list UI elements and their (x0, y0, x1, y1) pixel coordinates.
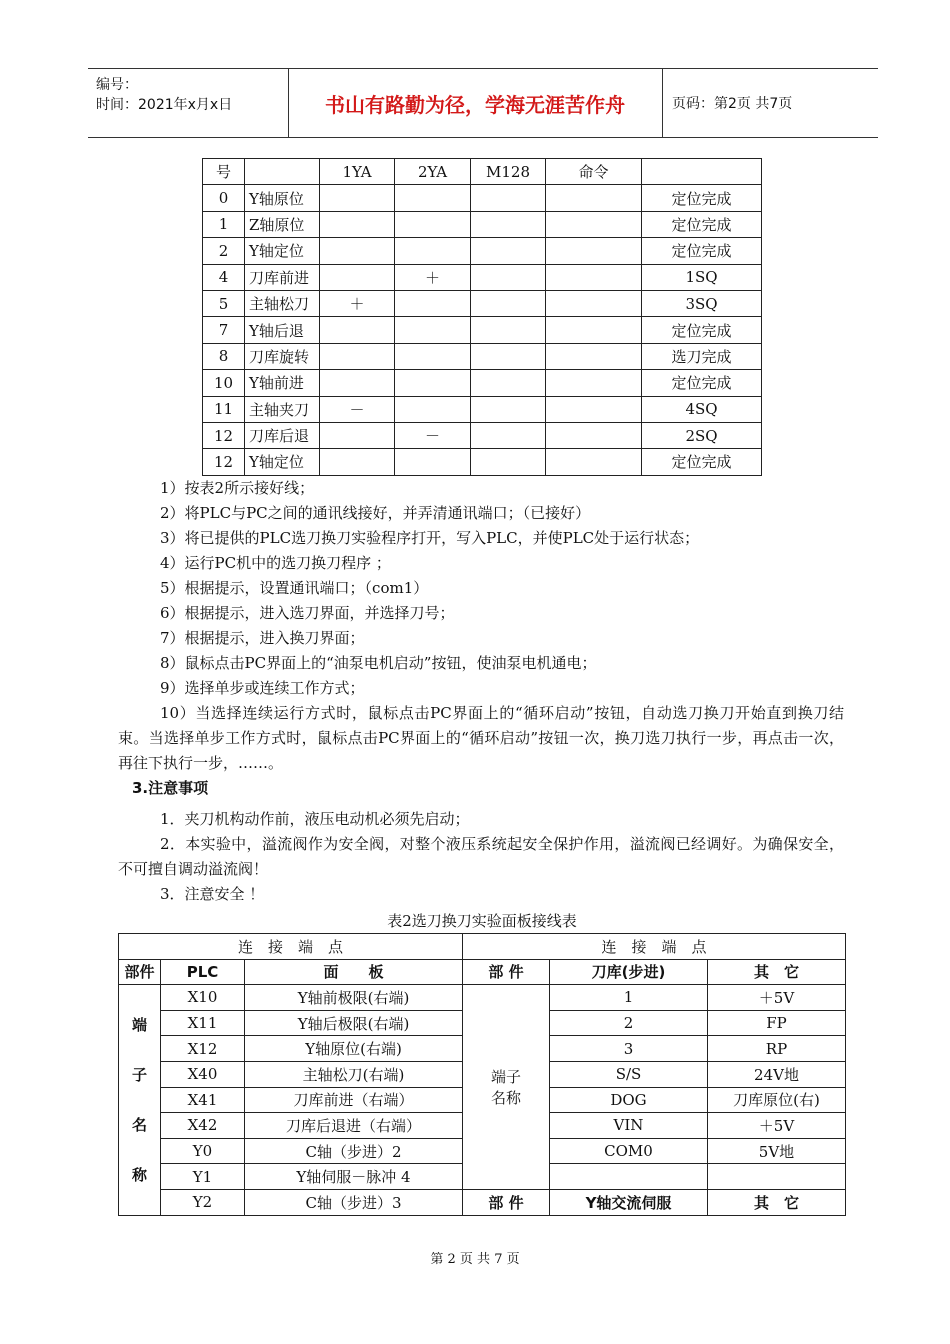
side-label-char: 名 (131, 1115, 147, 1134)
table-cell: Z轴原位 (245, 211, 320, 237)
other-cell: ＋5V (708, 985, 846, 1011)
table-row (203, 317, 762, 343)
table-row (119, 985, 846, 1011)
notes-title: 3.注意事项 (132, 779, 209, 797)
table-cell: 刀库后退 (245, 422, 320, 448)
terminal-name-line: 名称 (490, 1089, 521, 1108)
plc-cell: Y0 (161, 1138, 245, 1164)
table-cell (546, 449, 642, 475)
table-header-cell: 命令 (546, 159, 642, 185)
panel-cell: C轴（步进）2 (245, 1138, 463, 1164)
header-divider (662, 69, 663, 137)
table-cell (395, 211, 471, 237)
table-header-row (203, 159, 762, 185)
table-cell (546, 238, 642, 264)
table-cell (471, 290, 546, 316)
table-cell (395, 317, 471, 343)
table-row (203, 290, 762, 316)
plc-cell: Y1 (161, 1164, 245, 1190)
table-cell: Y轴定位 (245, 238, 320, 264)
table-cell (471, 238, 546, 264)
step-item: 8）鼠标点击PC界面上的“油泵电机启动”按钮，使油泵电机通电； (160, 654, 597, 672)
table-cell: 4 (203, 264, 245, 290)
table-cell (471, 449, 546, 475)
time-label: 时间：2021年x月x日 (96, 97, 233, 113)
table-cell (320, 422, 395, 448)
table-cell: Y轴定位 (245, 449, 320, 475)
table-cell: 4SQ (642, 396, 762, 422)
table-cell: － (320, 396, 395, 422)
table-header-cell: M128 (471, 159, 546, 185)
table-cell: 定位完成 (642, 185, 762, 211)
table-cell: 7 (203, 317, 245, 343)
sub-header-cell: Y轴交流伺服 (550, 1189, 708, 1215)
step-item: 9）选择单步或连续工作方式； (160, 679, 365, 697)
side-label-char: 子 (131, 1065, 147, 1084)
column-header-cell: 部 件 (463, 959, 550, 985)
other-cell: 刀库原位(右) (708, 1087, 846, 1113)
table-cell: 3SQ (642, 290, 762, 316)
table-cell: 11 (203, 396, 245, 422)
plc-cell: X41 (161, 1087, 245, 1113)
table-cell (546, 317, 642, 343)
table-cell: 8 (203, 343, 245, 369)
magazine-cell: COM0 (550, 1138, 708, 1164)
table-cell (471, 264, 546, 290)
table-cell: 0 (203, 185, 245, 211)
table-cell: 刀库前进 (245, 264, 320, 290)
panel-cell: 主轴松刀(右端) (245, 1061, 463, 1087)
table-cell (546, 422, 642, 448)
plc-cell: Y2 (161, 1189, 245, 1215)
table-cell: 定位完成 (642, 317, 762, 343)
group-header-row (119, 934, 846, 960)
steps-list (118, 476, 844, 701)
table-cell: 定位完成 (642, 238, 762, 264)
terminal-name-line: 端子 (490, 1068, 521, 1087)
table-cell: 2SQ (642, 422, 762, 448)
column-header-cell: 面 板 (245, 959, 463, 985)
table-row (203, 396, 762, 422)
other-cell: ＋5V (708, 1113, 846, 1139)
table-header-cell: 号 (203, 159, 245, 185)
table-cell (471, 317, 546, 343)
note-item: 1．夹刀机构动作前，液压电动机必须先启动； (160, 810, 470, 828)
terminal-name-label (463, 985, 550, 1190)
table-cell: 1SQ (642, 264, 762, 290)
table-cell: 5 (203, 290, 245, 316)
panel-cell: Y轴原位(右端) (245, 1036, 463, 1062)
table-cell: － (395, 422, 471, 448)
panel-cell: 刀库后退进（右端） (245, 1113, 463, 1139)
table-header-cell (642, 159, 762, 185)
table-header-cell: 2YA (395, 159, 471, 185)
table-cell: 1 (203, 211, 245, 237)
group-header-left: 连 接 端 点 (119, 934, 463, 960)
table-row (203, 343, 762, 369)
table-header-cell: 1YA (320, 159, 395, 185)
header-page-label: 页码：第2页 共7页 (672, 96, 793, 112)
table-cell (395, 185, 471, 211)
table-cell (395, 343, 471, 369)
table-cell (471, 422, 546, 448)
table-cell: Y轴后退 (245, 317, 320, 343)
table-row (203, 449, 762, 475)
table-cell (320, 343, 395, 369)
panel-cell: Y轴伺服－脉冲 4 (245, 1164, 463, 1190)
table-cell (471, 396, 546, 422)
table-cell (320, 370, 395, 396)
panel-cell: C轴（步进）3 (245, 1189, 463, 1215)
other-cell (708, 1164, 846, 1190)
page-footer: 第 2 页 共 7 页 (430, 1252, 520, 1267)
other-cell: RP (708, 1036, 846, 1062)
page-header (88, 68, 878, 138)
magazine-cell (550, 1164, 708, 1190)
plc-cell: X40 (161, 1061, 245, 1087)
table-cell: 2 (203, 238, 245, 264)
note-item: 3．注意安全 ！ (160, 885, 265, 903)
table-cell: 定位完成 (642, 211, 762, 237)
group-header-right: 连 接 端 点 (463, 934, 846, 960)
table-cell: 12 (203, 422, 245, 448)
header-meta (96, 75, 232, 115)
step-item: 1）按表2所示接好线； (160, 479, 315, 497)
table-cell: 12 (203, 449, 245, 475)
other-cell: 5V地 (708, 1138, 846, 1164)
panel-cell: Y轴后极限(右端) (245, 1010, 463, 1036)
sub-header-cell: 其 它 (708, 1189, 846, 1215)
table-row (203, 264, 762, 290)
code-label: 编号： (96, 77, 138, 93)
column-header-cell: 部件 (119, 959, 161, 985)
side-label-char: 称 (131, 1165, 147, 1184)
table-cell (320, 449, 395, 475)
table-cell (546, 396, 642, 422)
column-header-cell: 其 它 (708, 959, 846, 985)
table-cell (546, 343, 642, 369)
step-item: 6）根据提示，进入选刀界面，并选择刀号； (160, 604, 455, 622)
table-cell: 主轴夹刀 (245, 396, 320, 422)
table-cell: 定位完成 (642, 449, 762, 475)
other-cell: FP (708, 1010, 846, 1036)
table-cell (546, 211, 642, 237)
table-cell: 定位完成 (642, 370, 762, 396)
table-cell: Y轴原位 (245, 185, 320, 211)
table-cell (546, 264, 642, 290)
magazine-cell: 1 (550, 985, 708, 1011)
plc-cell: X12 (161, 1036, 245, 1062)
table-cell (320, 317, 395, 343)
table-row (203, 238, 762, 264)
note-item: 2．本实验中，溢流阀作为安全阀，对整个液压系统起安全保护作用，溢流阀已经调好。为确保安全，不可擅自调动溢流阀！ (118, 835, 844, 878)
column-header-cell: 刀库(步进) (550, 959, 708, 985)
table-cell: ＋ (395, 264, 471, 290)
plc-cell: X42 (161, 1113, 245, 1139)
table-cell (320, 211, 395, 237)
table-cell (320, 238, 395, 264)
table-cell (546, 290, 642, 316)
table-cell (471, 211, 546, 237)
table-cell (320, 185, 395, 211)
step-item: 7）根据提示，进入换刀界面； (160, 629, 365, 647)
column-header-cell: PLC (161, 959, 245, 985)
table-cell: 刀库旋转 (245, 343, 320, 369)
column-header-row (119, 959, 846, 985)
table2-caption: 表2选刀换刀实验面板接线表 (387, 912, 577, 930)
table-cell: Y轴前进 (245, 370, 320, 396)
header-motto: 书山有路勤为径，学海无涯苦作舟 (325, 93, 625, 117)
table-cell (320, 264, 395, 290)
table-cell (471, 185, 546, 211)
magazine-cell: S/S (550, 1061, 708, 1087)
sub-header-cell: 部 件 (463, 1189, 550, 1215)
table-cell: 主轴松刀 (245, 290, 320, 316)
step-item: 3）将已提供的PLC选刀换刀实验程序打开，写入PLC，并使PLC处于运行状态； (160, 529, 700, 547)
panel-cell: Y轴前极限(右端) (245, 985, 463, 1011)
panel-cell: 刀库前进（右端） (245, 1087, 463, 1113)
table-cell (395, 290, 471, 316)
table-row (203, 370, 762, 396)
step-item: 5）根据提示，设置通讯端口；（com1） (160, 579, 429, 597)
table-cell (395, 449, 471, 475)
plc-cell: X11 (161, 1010, 245, 1036)
step-item: 2）将PLC与PC之间的通讯线接好，并弄清通讯端口；（已接好） (160, 504, 591, 522)
table-row (119, 1189, 846, 1215)
sequence-table (202, 158, 762, 476)
table-cell (395, 238, 471, 264)
table-cell (471, 343, 546, 369)
magazine-cell: VIN (550, 1113, 708, 1139)
step-item: 4）运行PC机中的选刀换刀程序 ； (160, 554, 391, 572)
magazine-cell: DOG (550, 1087, 708, 1113)
table-cell (546, 370, 642, 396)
table-cell (395, 370, 471, 396)
step-10: 10）当选择连续运行方式时，鼠标点击PC界面上的“循环启动”按钮，自动选刀换刀开始直到换刀结束。当选择单步工作方式时，鼠标点击PC界面上的“循环启动”按钮一次，换刀选刀执行一步，再点击一次，再往下执行一步，……。 (118, 704, 844, 772)
side-label-char: 端 (131, 1015, 147, 1034)
side-label (119, 985, 161, 1215)
table-cell: 10 (203, 370, 245, 396)
table-cell: 选刀完成 (642, 343, 762, 369)
table-cell (395, 396, 471, 422)
table-row (203, 211, 762, 237)
magazine-cell: 3 (550, 1036, 708, 1062)
wiring-table (118, 933, 846, 1216)
table-row (203, 422, 762, 448)
table-cell: ＋ (320, 290, 395, 316)
table-header-cell (245, 159, 320, 185)
table-cell (471, 370, 546, 396)
other-cell: 24V地 (708, 1061, 846, 1087)
plc-cell: X10 (161, 985, 245, 1011)
table-cell (546, 185, 642, 211)
table-row (203, 185, 762, 211)
magazine-cell: 2 (550, 1010, 708, 1036)
procedure-text (118, 476, 844, 907)
